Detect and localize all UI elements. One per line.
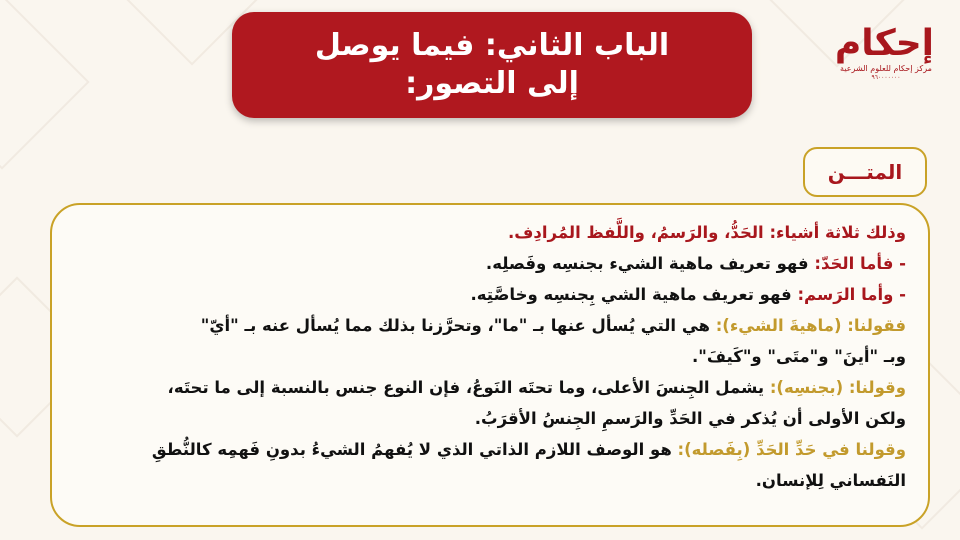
term-rasm: - وأما الرَسم: bbox=[791, 285, 906, 304]
term-mahiyya: فقولنا: (ماهيةَ الشيء): bbox=[709, 316, 906, 335]
explanation-jins: يشمل الجِنسَ الأعلى، وما تحتَه النَوعُ، فإن النوع جنس بالنسبة إلى ما تحتَه، bbox=[167, 378, 765, 397]
term-hadd: - فأما الحَدّ: bbox=[808, 254, 906, 273]
logo-subtitle: مركز إحكام للعلوم الشرعية bbox=[840, 64, 932, 73]
text-line-7: ولكن الأولى أن يُذكر في الحَدِّ والرَسمِ الجِنسُ الأقرَبُ. bbox=[474, 409, 906, 428]
text-line-3 bbox=[74, 279, 906, 310]
text-line-2 bbox=[74, 248, 906, 279]
logo-number: ٩٦٠٠٠٠٠٠٠ bbox=[871, 74, 901, 81]
title-line-2: إلى التصور: bbox=[405, 66, 579, 101]
logo-wordmark: إحكام bbox=[834, 23, 934, 64]
definition-hadd: فهو تعريف ماهية الشيء بجنسِه وفَصلِه. bbox=[485, 254, 809, 273]
title-line-1: الباب الثاني: فيما يوصل bbox=[314, 28, 670, 63]
background-pattern bbox=[0, 0, 90, 170]
section-label-text: المتـــن bbox=[827, 160, 903, 184]
definition-rasm: فهو تعريف ماهية الشي بِجنسِه وخاصَّتِه. bbox=[470, 285, 792, 304]
title-banner bbox=[232, 12, 752, 118]
term-fasl: وقولنا في حَدِّ الحَدِّ (بِفَصله): bbox=[671, 440, 906, 459]
text-line-5: وبـ "أينَ" و"متَى" و"كَيفَ". bbox=[691, 347, 906, 366]
text-line-1: وذلك ثلاثة أشياء: الحَدُّ، والرَسمُ، واللَّفظ المُرادِف. bbox=[508, 223, 906, 242]
brand-logo bbox=[834, 23, 934, 98]
text-line-4 bbox=[74, 310, 906, 341]
section-label bbox=[803, 147, 927, 197]
text-line-8 bbox=[74, 434, 906, 465]
explanation-fasl: هو الوصف اللازم الذاتي الذي لا يُفهمُ الشيءُ بدونِ فَهمِه كالنُّطقِ bbox=[151, 440, 672, 459]
term-jins: وقولنا: (بجنسِه): bbox=[764, 378, 906, 397]
text-line-6 bbox=[74, 372, 906, 403]
explanation-mahiyya: هي التي يُسأل عنها بـ "ما"، وتحرَّزنا بذلك مما يُسأل عنه بـ "أيّ" bbox=[200, 316, 710, 335]
text-line-9: النَفساني لِلإنسان. bbox=[755, 471, 906, 490]
content-box bbox=[50, 203, 930, 527]
